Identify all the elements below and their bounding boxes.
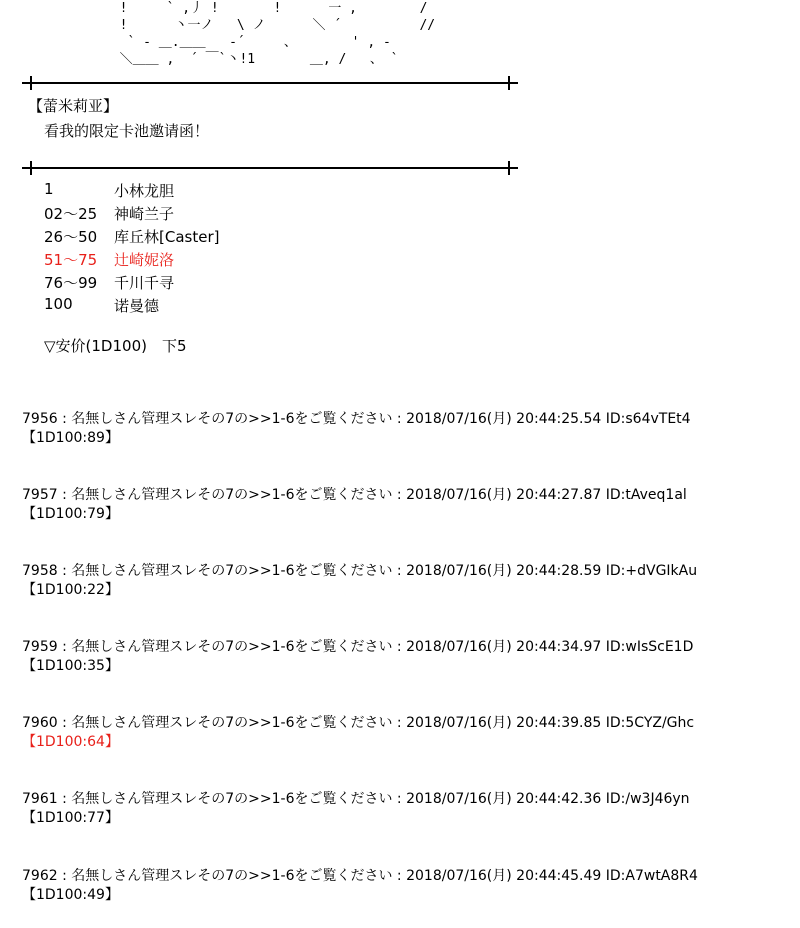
speech-line: 看我的限定卡池邀请函！ bbox=[44, 122, 210, 140]
character-name: 辻崎妮洛 bbox=[114, 251, 175, 269]
dice-result-highlighted: 【1D100:64】 bbox=[22, 734, 119, 750]
roll-range: 100 bbox=[44, 295, 73, 313]
reply-post bbox=[22, 410, 691, 448]
post-header: 7959 : 名無しさん管理スレその7の>>1-6をご覧ください : 2018/07/16(月) 20:44:34.97 ID:wIsScE1D bbox=[22, 639, 694, 655]
post-header: 7957 : 名無しさん管理スレその7の>>1-6をご覧ください : 2018/07/16(月) 20:44:27.87 ID:tAveq1al bbox=[22, 487, 687, 503]
dice-result: 【1D100:35】 bbox=[22, 658, 119, 674]
speaker-name: 【蕾米莉亚】 bbox=[28, 97, 119, 115]
divider-cross-left bbox=[30, 161, 32, 175]
divider-top bbox=[22, 76, 518, 90]
post-header: 7962 : 名無しさん管理スレその7の>>1-6をご覧ください : 2018/07/16(月) 20:44:45.49 ID:A7wtA8R4 bbox=[22, 868, 698, 884]
character-name: 小林龙胆 bbox=[114, 182, 175, 200]
dice-result: 【1D100:22】 bbox=[22, 582, 119, 598]
divider-cross-right bbox=[508, 76, 510, 90]
dice-result: 【1D100:79】 bbox=[22, 506, 119, 522]
roll-range: 02〜25 bbox=[44, 205, 98, 223]
reply-post bbox=[22, 867, 698, 905]
dice-result: 【1D100:77】 bbox=[22, 810, 119, 826]
reply-post bbox=[22, 638, 693, 676]
divider-line bbox=[22, 167, 518, 169]
character-name: 千川千寻 bbox=[114, 274, 175, 292]
divider-line bbox=[22, 82, 518, 84]
dice-result: 【1D100:89】 bbox=[22, 430, 119, 446]
post-header: 7960 : 名無しさん管理スレその7の>>1-6をご覧ください : 2018/07/16(月) 20:44:39.85 ID:5CYZ/Ghc bbox=[22, 715, 695, 731]
post-header: 7961 : 名無しさん管理スレその7の>>1-6をご覧ください : 2018/07/16(月) 20:44:42.36 ID:/w3J46yn bbox=[22, 791, 690, 807]
divider-cross-left bbox=[30, 76, 32, 90]
divider-bottom bbox=[22, 161, 518, 175]
post-header: 7956 : 名無しさん管理スレその7の>>1-6をご覧ください : 2018/07/16(月) 20:44:25.54 ID:s64vTEt4 bbox=[22, 411, 691, 427]
ascii-art-line: ＼＿＿ , ´ ￣`丶!1 ＿, / 、 ` bbox=[104, 52, 399, 67]
ascii-art-line: ` ‐ ＿.＿＿ ‐´ 、 ' , - bbox=[104, 35, 391, 50]
roll-range: 1 bbox=[44, 180, 54, 198]
roll-command: ▽安价(1D100) 下5 bbox=[44, 337, 187, 355]
character-name: 神崎兰子 bbox=[114, 205, 175, 223]
reply-post bbox=[22, 562, 697, 600]
dice-result: 【1D100:49】 bbox=[22, 887, 119, 903]
ascii-art-line: ! 丶一ノ \ ノ ＼ ´ // bbox=[104, 18, 436, 33]
reply-post bbox=[22, 486, 687, 524]
character-name: 库丘林[Caster] bbox=[114, 228, 220, 246]
post-header: 7958 : 名無しさん管理スレその7の>>1-6をご覧ください : 2018/07/16(月) 20:44:28.59 ID:+dVGIkAu bbox=[22, 563, 698, 579]
reply-post bbox=[22, 790, 690, 828]
divider-cross-right bbox=[508, 161, 510, 175]
ascii-art bbox=[104, 0, 435, 68]
reply-post-highlighted bbox=[22, 714, 694, 752]
roll-range: 26〜50 bbox=[44, 228, 98, 246]
ascii-art-line: ! ` ,丿 ! ! 一 , / bbox=[104, 1, 428, 16]
roll-range: 51〜75 bbox=[44, 251, 98, 269]
character-name: 诺曼德 bbox=[114, 297, 160, 315]
roll-range: 76〜99 bbox=[44, 274, 98, 292]
